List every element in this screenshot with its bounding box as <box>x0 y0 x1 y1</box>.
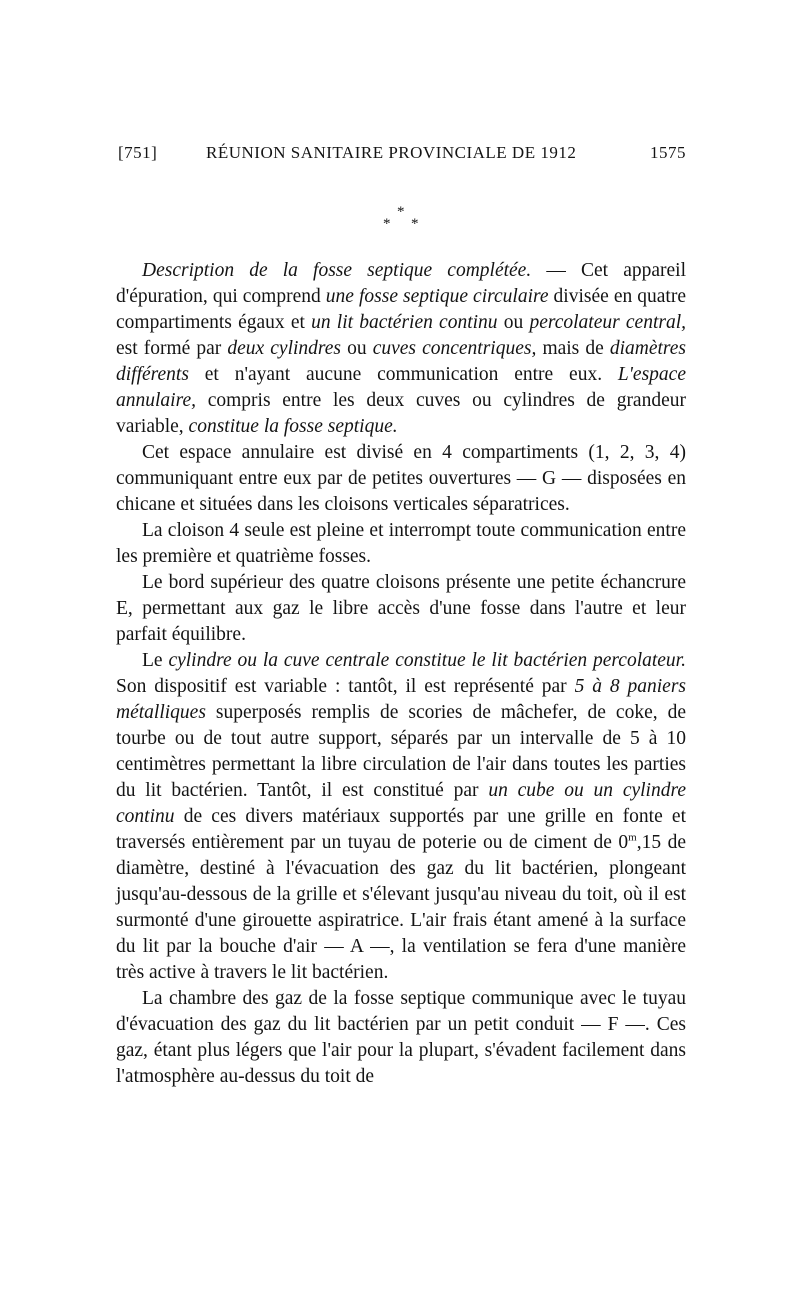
text-run: et n'ayant aucune communication entre eux. <box>188 364 618 385</box>
text-run: compris entre les deux cuves ou cylindres de grandeur variable, <box>116 390 686 437</box>
emphasis: constitue la fosse septique. <box>188 416 398 437</box>
superscript-unit: m <box>628 831 637 844</box>
text-run: est formé par <box>116 338 228 359</box>
paragraph-gas-chamber: La chambre des gaz de la fosse septique communique avec le tuyau d'évacuation des gaz du lit bactérien par un petit conduit — F —. Ces gaz, étant plus légers que l'air pour la plupart, s'évadent facilement dans l'atmosphère au-dessus du toit de <box>116 988 686 1087</box>
running-title: RÉUNION SANITAIRE PROVINCIALE DE 1912 <box>206 143 577 162</box>
asterism-star-right: * <box>411 216 419 232</box>
text-run: ,15 de diamètre, destiné à l'évacuation des gaz du lit bactérien, plongeant jusqu'au-dessous de la grille et s'élevant jusqu'au niveau du toit, où il est surmonté d'une girouette aspiratrice. L'air frais étant amené à la surface du lit par la bouche d'air — A —, la ventilation se fera d'une manière très active à travers le lit bactérien. <box>116 832 686 983</box>
section-heading: Description de la fosse septique complétée. <box>142 260 532 281</box>
emphasis: 5 à 8 paniers métalliques <box>116 676 686 723</box>
text-run: Le <box>142 650 169 671</box>
paragraph-description <box>116 258 686 440</box>
emphasis: une fosse septique circulaire <box>325 286 549 307</box>
page-number: 1575 <box>650 143 686 162</box>
paragraph-central-cylinder <box>116 648 686 986</box>
asterism-star-left: * <box>383 216 391 232</box>
emphasis: percolateur central, <box>529 312 686 333</box>
emphasis: cuves concentriques, <box>372 338 537 359</box>
text-run: Son dispositif est variable : tantôt, il est représenté par <box>116 676 575 697</box>
section-asterism <box>370 205 430 235</box>
emphasis: cylindre ou la cuve centrale constitue le lit bactérien percolateur. <box>168 650 686 671</box>
text-run: ou <box>497 312 530 333</box>
text-run: superposés remplis de scories de mâchefer, de coke, de tourbe ou de tout autre support, séparés par un intervalle de 5 à 10 centimètres permettant la libre circulation de l'air dans toutes les parties du lit bactérien. Tantôt, il est constitué par <box>116 702 686 801</box>
emphasis: L'espace annulaire, <box>116 364 686 411</box>
text-run: — Cet appareil d'épuration, qui comprend <box>116 260 686 307</box>
paragraph-partition: La cloison 4 seule est pleine et interrompt toute communication entre les première et quatrième fosses. <box>116 520 686 567</box>
emphasis: un cube ou un cylindre continu <box>116 780 686 827</box>
asterism-star-top: * <box>397 204 405 220</box>
emphasis: diamètres différents <box>116 338 687 385</box>
emphasis: deux cylindres <box>227 338 342 359</box>
bracketed-page-number: [751] <box>118 143 158 162</box>
text-run: divisée en quatre compartiments égaux et <box>116 286 686 333</box>
text-run: mais de <box>536 338 610 359</box>
paragraph-compartments: Cet espace annulaire est divisé en 4 compartiments (1, 2, 3, 4) communiquant entre eux par de petites ouvertures — G — disposées en chicane et situées dans les cloisons verticales séparatrices. <box>116 442 686 515</box>
running-header <box>118 143 686 167</box>
paragraph-notch: Le bord supérieur des quatre cloisons présente une petite échancrure E, permettant aux gaz le libre accès d'une fosse dans l'autre et leur parfait équilibre. <box>116 572 686 645</box>
text-run: de ces divers matériaux supportés par une grille en fonte et traversés entièrement par un tuyau de poterie ou de ciment de 0 <box>116 806 686 853</box>
body-text <box>116 258 686 1090</box>
text-run: ou <box>341 338 373 359</box>
emphasis: un lit bactérien continu <box>311 312 498 333</box>
